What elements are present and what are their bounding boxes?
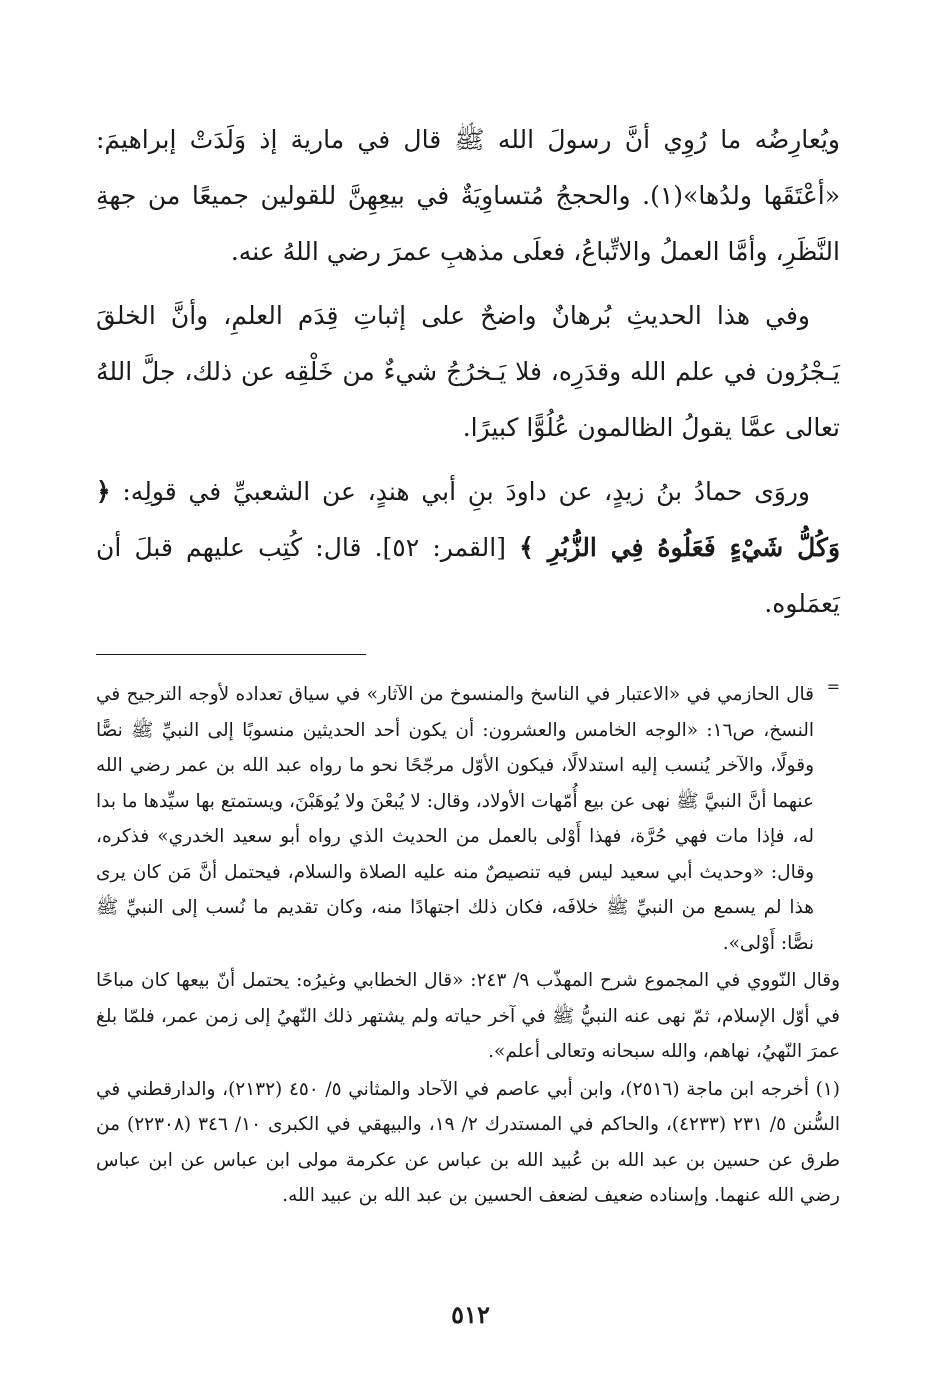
- page-number: ٥١٢: [451, 1300, 490, 1329]
- main-paragraph-2: وفي هذا الحديثِ بُرهانٌ واضحٌ على إثباتِ قِدَم العلمِ، وأنَّ الخلقَ يَـجْرُون في علم الله وقدَرِه، فلا يَـخرُجُ شيءٌ من خَلْقِه عن ذلك، جلَّ اللهُ تعالى عمَّا يقولُ الظالمون عُلُوًّا كبيرًا.: [96, 301, 840, 442]
- footnote-separator: [96, 654, 366, 655]
- paragraph-3-end: [القمر: ٥٢]. قال: كُتِب عليهم قبلَ أن يَعمَلوه.: [96, 533, 840, 618]
- footnote-separator-wrap: [96, 640, 840, 677]
- footnotes: [96, 677, 840, 1214]
- paragraph-3-intro: وروَى حمادُ بنُ زيدٍ، عن داودَ بنِ أبي هندٍ، عن الشعبيِّ في قولِه:: [110, 477, 810, 506]
- main-text: [96, 112, 840, 632]
- quran-verse: ﴿ وَكُلُّ شَيْءٍ فَعَلُوهُ فِي الزُّبُرِ ﴾: [96, 477, 841, 562]
- main-paragraph-3: [96, 464, 840, 632]
- footnote-1-text: (١) أخرجه ابن ماجة (٢٥١٦)، وابن أبي عاصم في الآحاد والمثاني ٥/ ٤٥٠ (٢١٣٢)، والدارقطني في السُّنن ٥/ ٢٣١ (٤٢٣٣)، والحاكم في المستدرك ٢/ ١٩، والبيهقي في الكبرى ١٠/ ٣٤٦ (٢٢٣٠٨) من طرق عن حسين بن عبد الله بن عُبيد الله بن عباس عن عكرمة مولى ابن عباس عن ابن عباس رضي الله عنهما. وإسناده ضعيف لضعف الحسين بن عبد الله بن عبيد الله.: [96, 1078, 840, 1206]
- footnote-continuation-text: قال الحازمي في «الاعتبار في الناسخ والمنسوخ من الآثار» في سياق تعداده لأوجه الترجيح في النسخ، ص١٦: «الوجه الخامس والعشرون: أن يكون أحد الحديثين منسوبًا إلى النبيِّ ﷺ نصًّا وقولًا، والآخر يُنسب إليه استدلالًا، فيكون الأوّل مرجّحًا نحو ما رواه عبد الله بن عمر رضي الله عنهما أنَّ النبيَّ ﷺ نهى عن بيع أُمّهات الأولاد، وقال: لا يُبعْنَ ولا يُوهَبْنَ، ويستمتع بها سيِّدها ما بدا له، فإذا مات فهي حُرَّة، فهذا أَوْلى بالعمل من الحديث الذي رواه أبو سعيد الخدري» فذكره، وقال: «وحديث أبي سعيد ليس فيه تنصيصٌ منه عليه الصلاة والسلام، فيحتمل أنَّ مَن كان يرى هذا لم يسمع من النبيِّ ﷺ خلافَه، فكان ذلك اجتهادًا منه، وكان تقديم ما نُسب إلى النبيِّ ﷺ نصًّا: أَوْلى».: [96, 684, 814, 954]
- footnote-1: [96, 1072, 840, 1214]
- page-content: [96, 112, 840, 1216]
- main-paragraph-1: ويُعارِضُه ما رُوِي أنَّ رسولَ الله ﷺ قال في مارية إذ وَلَدَتْ إبراهيمَ: «أعْتَقَها ولدُها»(١). والحججُ مُتساوِيَةٌ في بيعِهِنَّ للقولين جميعًا من جهةِ النَّظَرِ، وأمَّا العملُ والاتِّباعُ، فعلَى مذهبِ عمرَ رضي اللهُ عنه.: [96, 125, 840, 266]
- footnote-nawawi-text: وقال النّووي في المجموع شرح المهذّب ٩/ ٢٤٣: «قال الخطابي وغيرُه: يحتمل أنّ بيعها كان مباحًا في أوّل الإسلام، ثمّ نهى عنه النبيُّ ﷺ في آخر حياته ولم يشتهر ذلك النّهيُ إلى زمن عمر، فلمّا بلغ عمرَ النّهيُ، نهاهم، والله سبحانه وتعالى أعلم».: [96, 970, 840, 1062]
- footnote-continuation: [96, 677, 840, 961]
- continuation-marker: =: [826, 677, 840, 696]
- footnote-nawawi: [96, 963, 840, 1070]
